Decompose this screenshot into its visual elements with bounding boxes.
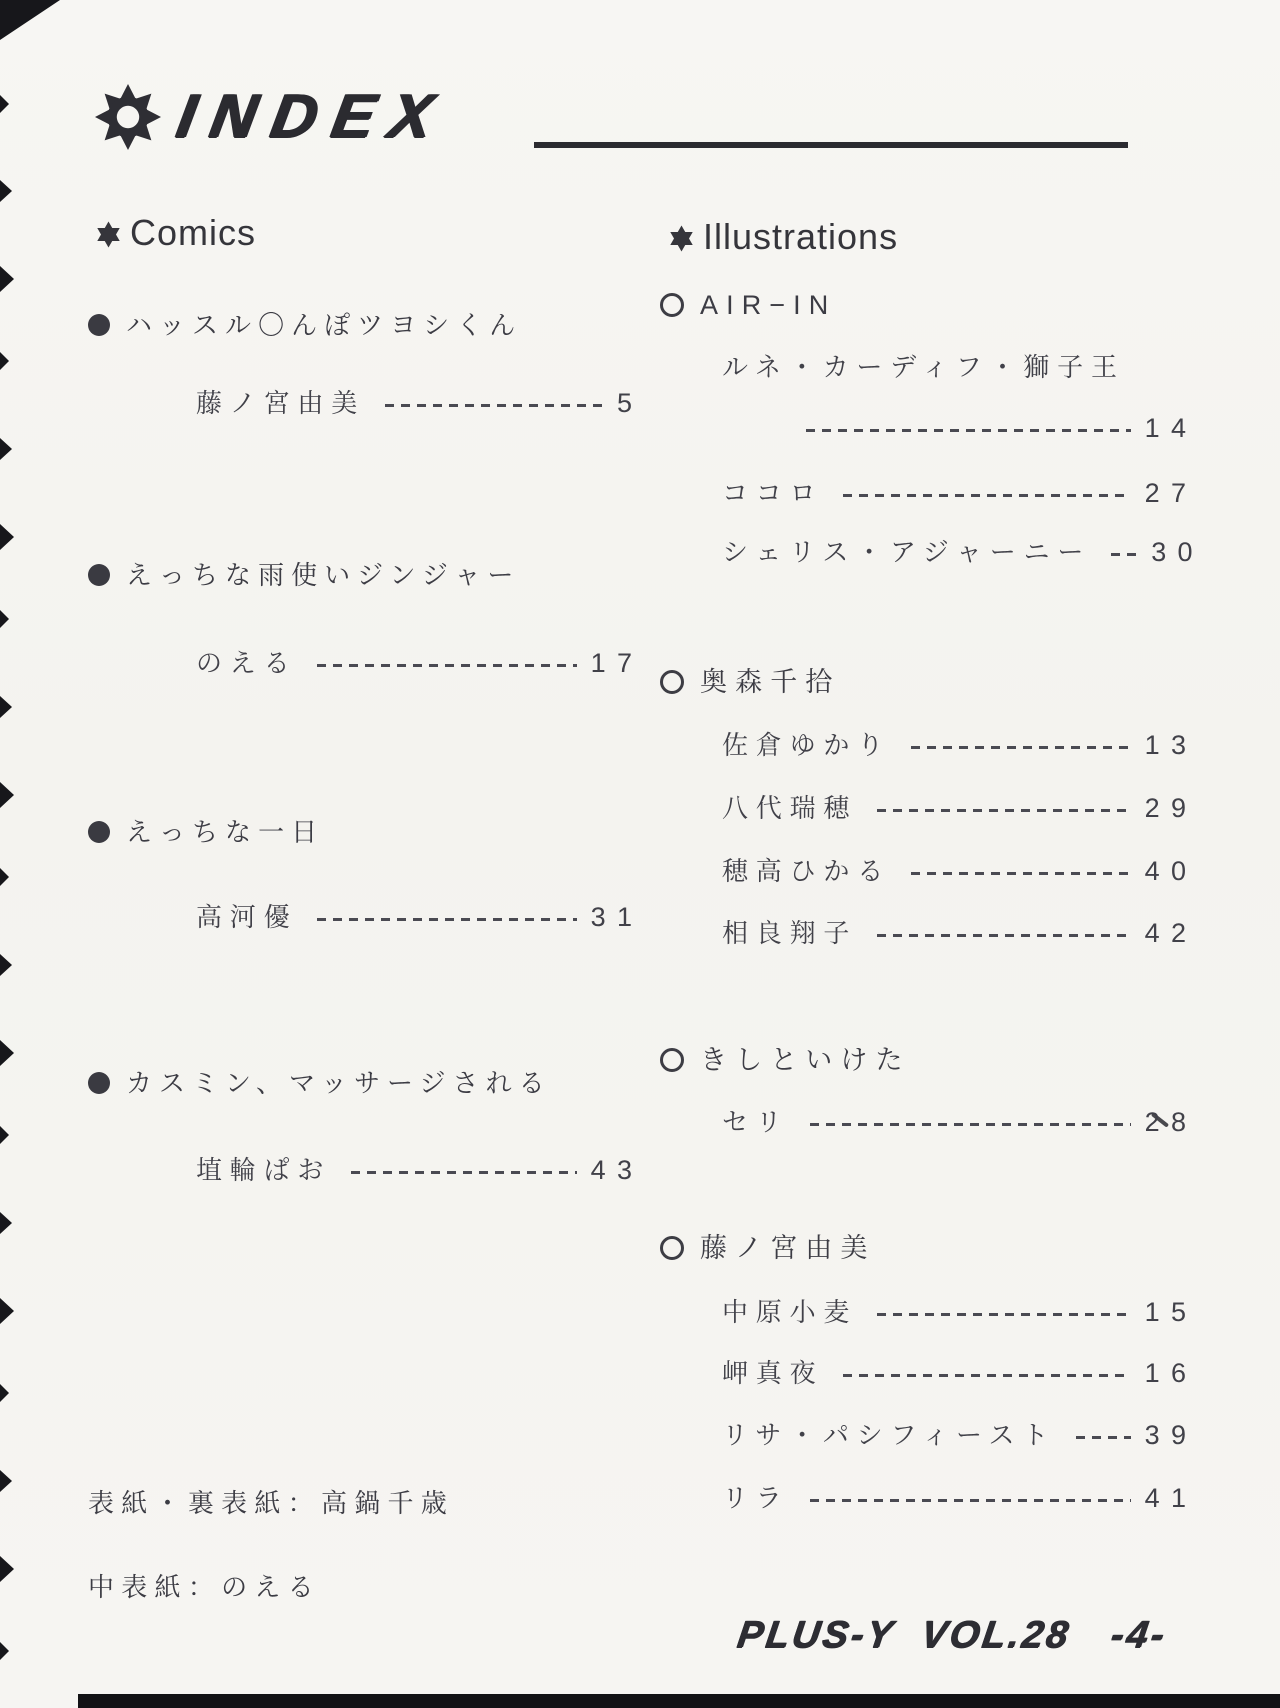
dash-leader (385, 404, 603, 407)
circle-marker-icon (660, 293, 684, 317)
page-number: 17 (590, 648, 644, 678)
comic-title (88, 558, 520, 592)
dash-leader (877, 809, 1130, 812)
page-number: 43 (590, 1155, 644, 1185)
illustration-entry-row (722, 728, 1198, 762)
page-tear-mark (0, 1384, 9, 1402)
page-tear-mark (0, 438, 12, 460)
page-tear-mark (0, 266, 14, 292)
illustration-label: リサ・パシフィースト (722, 1420, 1057, 1450)
illustration-entry-row (722, 1356, 1198, 1390)
title-underline (534, 142, 1128, 148)
illustration-label: 佐倉ゆかり (722, 730, 892, 760)
dash-leader (877, 934, 1130, 937)
comic-title (88, 815, 324, 849)
page-tear-mark (0, 868, 9, 886)
page-number: 16 (1144, 1358, 1198, 1388)
dash-leader (810, 1123, 1131, 1126)
comic-title-label: えっちな雨使いジンジャー (126, 560, 521, 590)
comic-author: 埴輪ぱお (196, 1155, 332, 1185)
illustration-entry-row (722, 1105, 1198, 1139)
comic-title (88, 1066, 552, 1100)
illustration-entry-row (722, 1418, 1198, 1452)
comics-heading-label: Comics (130, 212, 257, 253)
illustration-label: リラ (722, 1483, 790, 1513)
artist-group-header (660, 286, 836, 324)
comics-heading (95, 211, 256, 255)
illustrations-heading (668, 215, 898, 259)
page-title: INDEX (172, 82, 454, 151)
page-number: 15 (1144, 1297, 1198, 1327)
illustration-label: 岬真夜 (722, 1358, 824, 1388)
dash-leader (317, 664, 576, 667)
page-tear-mark (0, 524, 14, 550)
illustration-label: セリ (722, 1107, 790, 1137)
illustration-entry-row (722, 535, 1204, 569)
comic-title-label: カスミン、マッサージされる (126, 1068, 552, 1098)
circle-marker-icon (660, 670, 684, 694)
comic-author-row (196, 646, 644, 680)
dash-leader (806, 429, 1131, 432)
artist-name: 奥森千拾 (700, 667, 841, 697)
page-tear-mark (0, 95, 9, 113)
artist-group-header (660, 663, 840, 701)
page-number: 30 (1151, 537, 1204, 567)
sun-icon (95, 84, 161, 150)
six-point-star-icon (95, 221, 122, 248)
page-number: 42 (1144, 918, 1198, 948)
illustration-entry-row (722, 1295, 1198, 1329)
comic-title (88, 308, 522, 342)
comic-author-row (196, 900, 644, 934)
comic-author: のえる (196, 648, 298, 678)
illustration-label: 中原小麦 (722, 1297, 858, 1327)
page-tear-mark (0, 12, 14, 38)
footer-volume-label: PLUS-Y VOL.28 -4- (734, 1614, 1170, 1656)
bullet-icon (88, 564, 110, 586)
dash-leader (843, 494, 1130, 497)
page-tear-mark (0, 696, 12, 718)
page-tear-mark (0, 954, 12, 976)
artist-group-header (660, 1229, 876, 1267)
page-number: 31 (590, 902, 644, 932)
dash-leader (1111, 553, 1137, 556)
illustration-label: 相良翔子 (722, 918, 858, 948)
dash-leader (810, 1499, 1131, 1502)
bullet-icon (88, 314, 110, 336)
dash-leader (1076, 1436, 1131, 1439)
page-number: 5 (616, 388, 644, 418)
inner-cover-credit: 中表紙：のえる (88, 1572, 321, 1602)
page-tear-mark (0, 1040, 14, 1066)
illustration-label: 八代瑞穂 (722, 793, 858, 823)
page-tear-mark (0, 180, 12, 202)
comic-author-row (196, 386, 644, 420)
page-number: 13 (1144, 730, 1198, 760)
page-tear-mark (0, 782, 14, 808)
dash-leader (877, 1313, 1130, 1316)
page-number: 14 (1144, 413, 1198, 443)
page-tear-mark (0, 1298, 14, 1324)
illustration-entry-row (722, 1481, 1198, 1515)
circle-marker-icon (660, 1048, 684, 1072)
page-number: 28 (1144, 1107, 1198, 1137)
illustration-entry-row (722, 791, 1198, 825)
page-number: 41 (1144, 1483, 1198, 1513)
dash-leader (843, 1374, 1130, 1377)
illustration-entry-row (806, 411, 1198, 445)
six-point-star-icon (668, 225, 695, 252)
comic-author: 藤ノ宮由美 (196, 388, 366, 418)
comic-title-label: えっちな一日 (126, 817, 325, 847)
dash-leader (351, 1171, 576, 1174)
illustration-label: 穂高ひかる (722, 856, 892, 886)
comic-title-label: ハッスル〇んぽツヨシくん (126, 310, 523, 340)
dash-leader (911, 746, 1131, 749)
artist-group-header (660, 1041, 911, 1079)
dash-leader (317, 918, 576, 921)
page-tear-mark (0, 1470, 12, 1492)
page-number: 29 (1144, 793, 1198, 823)
page-number: 39 (1144, 1420, 1198, 1450)
page-number: 27 (1144, 478, 1198, 508)
comic-author-row (196, 1153, 644, 1187)
illustration-entry-row (722, 476, 1198, 510)
dash-leader (911, 872, 1131, 875)
illustrations-heading-label: Illustrations (703, 216, 899, 257)
illustration-entry-row (722, 854, 1198, 888)
page-number: 40 (1144, 856, 1198, 886)
illustration-label: シェリス・アジャーニー (722, 537, 1092, 567)
page-tear-mark (0, 1212, 12, 1234)
artist-name: AIR−IN (700, 290, 837, 320)
page-tear-mark (0, 352, 9, 370)
illustration-entry-row (722, 916, 1198, 950)
comic-author: 高河優 (196, 902, 298, 932)
circle-marker-icon (660, 1236, 684, 1260)
scan-bottom-bar-artifact (78, 1694, 1280, 1708)
bullet-icon (88, 821, 110, 843)
page-tear-mark (0, 1642, 9, 1660)
page-tear-mark (0, 1126, 9, 1144)
illustration-label: ルネ・カーディフ・獅子王 (722, 352, 1125, 382)
bullet-icon (88, 1072, 110, 1094)
artist-name: きしといけた (700, 1045, 911, 1075)
cover-credit: 表紙・裏表紙：高鍋千歳 (88, 1488, 455, 1518)
page-tear-mark (0, 610, 9, 628)
artist-name: 藤ノ宮由美 (700, 1233, 876, 1263)
illustration-label: ココロ (722, 478, 824, 508)
page-tear-mark (0, 1556, 14, 1582)
